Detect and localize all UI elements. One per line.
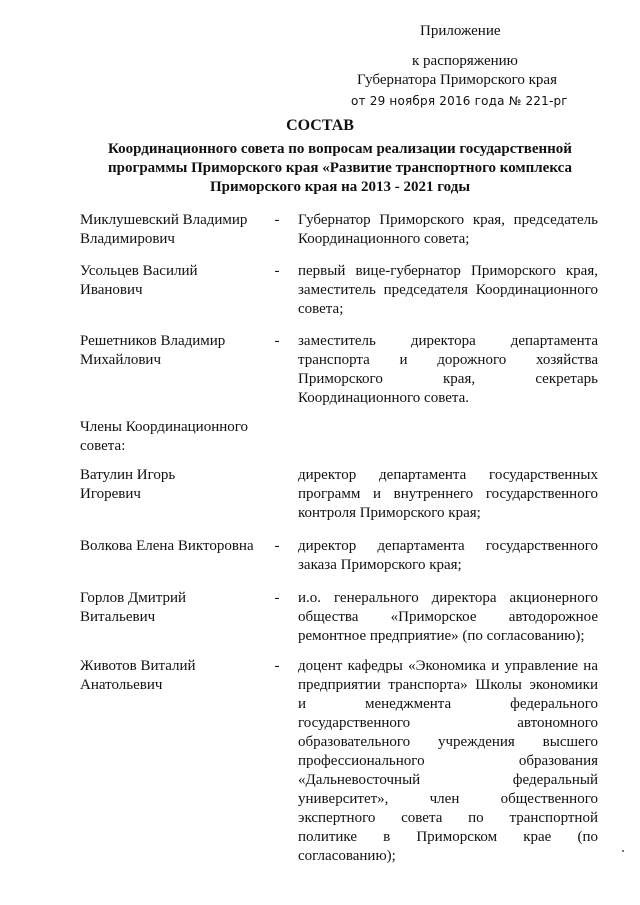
document-title: СОСТАВ [286,117,354,134]
member-position-line: совета; [298,301,344,317]
heading-line: совета: [80,438,126,454]
member-name-line: Витальевич [80,609,156,625]
separator-dash: - [274,333,280,349]
order-date-number: от 29 ноября 2016 года № 221-рг [351,94,568,108]
separator-dash: - [274,538,280,554]
separator-dash: - [274,658,280,674]
member-position [298,211,598,249]
member-position-line: Приморского края, секретарь [298,371,598,387]
member-name-line: Усольцев Василий [80,263,198,279]
member-name [80,211,270,249]
member-name-line: Игоревич [80,486,141,502]
document-subtitle: Координационного совета по вопросам реализации государственной программы Приморского края «Развитие транспортного комплекса Приморского края на 2013 - 2021 годы [108,141,572,195]
member-position-line: директор департамента государственного [298,538,598,554]
member-position-line: Губернатор Приморского края, председатель [298,212,598,228]
member-name-line: Волкова Елена Викторовна [80,538,254,554]
governor-reference: Губернатора Приморского края [357,72,557,88]
member-position-line: Координационного совета; [298,231,470,247]
member-position-line: транспорта и дорожного хозяйства [298,352,598,368]
member-name-line: Иванович [80,282,143,298]
member-position-line: образовательного учреждения высшего [298,734,598,750]
member-name [80,466,270,504]
member-position [298,332,598,408]
appendix-label: Приложение [420,23,501,39]
scan-speck [622,850,624,852]
member-position-line: и.о. генерального директора акционерного [298,590,598,606]
separator-dash: - [274,212,280,228]
member-name-line: Михайлович [80,352,161,368]
member-position-line: предприятии транспорта» Школы экономики [298,677,598,693]
member-position-line: программ и внутреннего государственного [298,486,598,502]
member-name-line: Владимирович [80,231,175,247]
member-position-line: заместитель директора департамента [298,333,598,349]
heading-line: Члены Координационного [80,419,249,435]
member-position-line: доцент кафедры «Экономика и управление на [298,658,598,674]
member-name [80,657,270,695]
member-position [298,466,598,523]
separator-dash: - [274,263,280,279]
order-reference: к распоряжению [412,53,518,69]
member-name-line: Анатольевич [80,677,163,693]
member-position [298,262,598,319]
member-name-line: Горлов Дмитрий [80,590,187,606]
member-name [80,589,270,627]
member-name-line: Ватулин Игорь [80,467,176,483]
member-name [80,537,270,556]
member-name-line: Решетников Владимир [80,333,226,349]
member-position [298,589,598,646]
member-name [80,262,270,300]
member-position-line: первый вице-губернатор Приморского края, [298,263,598,279]
member-position-line: заказа Приморского края; [298,557,462,573]
council-members-heading [80,418,280,456]
member-name [80,332,270,370]
member-position-line: и менеджмента федерального [298,696,598,712]
member-position-line: директор департамента государственных [298,467,598,483]
member-position-line: Координационного совета. [298,390,469,406]
member-position-line: университет», член общественного [298,791,598,807]
member-position-line: ремонтное предприятие» (по согласованию); [298,628,585,644]
member-position-line: контроля Приморского края; [298,505,481,521]
member-name-line: Миклушевский Владимир [80,212,248,228]
member-position [298,657,598,866]
member-position-line: государственного автономного [298,715,598,731]
member-position-line: профессионального образования [298,753,598,769]
member-position [298,537,598,575]
member-name-line: Животов Виталий [80,658,196,674]
separator-dash: - [274,590,280,606]
member-position-line: политике в Приморском крае (по [298,829,598,845]
member-position-line: общества «Приморское автодорожное [298,609,598,625]
member-position-line: «Дальневосточный федеральный [298,772,598,788]
member-position-line: экспертного совета по транспортной [298,810,598,826]
member-position-line: согласованию); [298,848,396,864]
member-position-line: заместитель председателя Координационного [298,282,598,298]
